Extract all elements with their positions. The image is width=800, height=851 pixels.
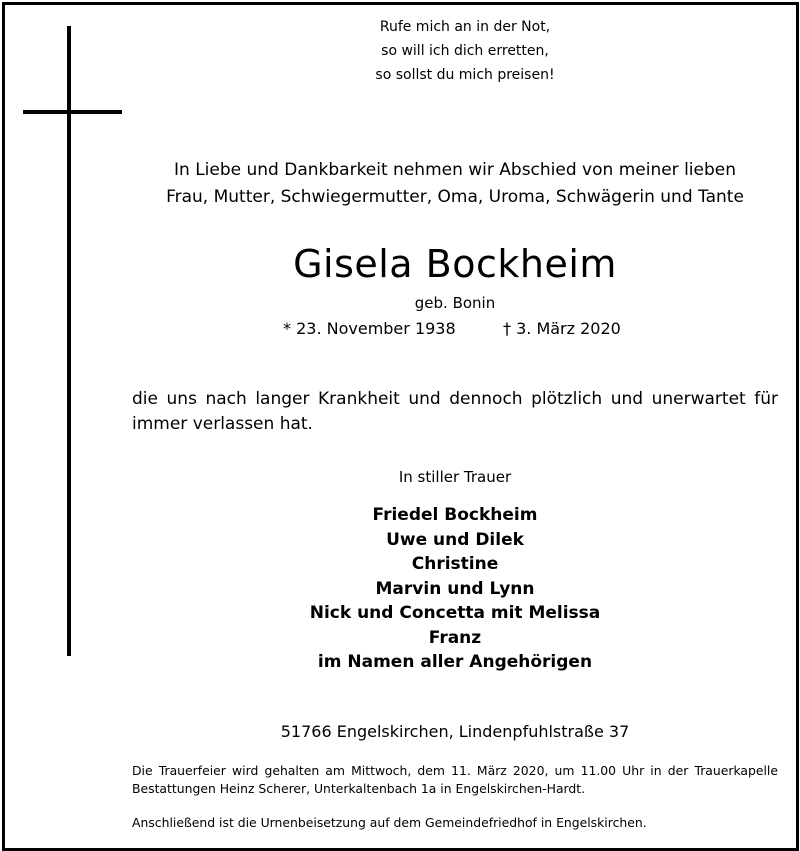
mourner-name: Christine [411, 554, 499, 574]
intro-line: Frau, Mutter, Schwiegermutter, Oma, Uroma, Schwägerin und Tante [166, 187, 744, 207]
funeral-service-info: Die Trauerfeier wird gehalten am Mittwoch, dem 11. März 2020, um 11.00 Uhr in der Trauerkapelle Bestattungen Heinz Scherer, Unterkaltenbach 1a in Engelskirchen-Hardt. [132, 763, 778, 796]
cross-icon-vertical-bar [67, 26, 71, 656]
mourners-list [180, 503, 730, 675]
maiden-name: geb. Bonin [414, 294, 496, 312]
mourner-name: im Namen aller Angehörigen [317, 652, 593, 672]
death-date: † 3. März 2020 [503, 319, 621, 338]
farewell-text: die uns nach langer Krankheit und dennoch plötzlich und unerwartet für immer verlassen hat. [132, 389, 778, 434]
bible-verse [300, 15, 630, 87]
mourner-name: Nick und Concetta mit Melissa [309, 603, 601, 623]
intro-line: In Liebe und Dankbarkeit nehmen wir Abschied von meiner lieben [174, 160, 736, 180]
mourner-name: Franz [428, 627, 482, 648]
mourner-name: Uwe und Dilek [386, 529, 524, 550]
deceased-name: Gisela Bockheim [293, 242, 617, 286]
mourner-name: Friedel Bockheim [372, 505, 538, 525]
mourning-label: In stiller Trauer [398, 468, 512, 486]
urn-burial-info: Anschließend ist die Urnenbeisetzung auf dem Gemeindefriedhof in Engelskirchen. [132, 815, 647, 830]
life-dates [250, 317, 650, 341]
bible-verse-line: so will ich dich erretten, [381, 43, 549, 59]
bible-verse-line: so sollst du mich preisen! [375, 67, 555, 83]
family-address: 51766 Engelskirchen, Lindenpfuhlstraße 37 [280, 722, 630, 741]
cross-icon-horizontal-bar [23, 110, 122, 114]
intro-text [90, 157, 800, 211]
birth-date: * 23. November 1938 [283, 319, 456, 338]
mourner-name: Marvin und Lynn [375, 578, 535, 599]
bible-verse-line: Rufe mich an in der Not, [379, 19, 551, 35]
